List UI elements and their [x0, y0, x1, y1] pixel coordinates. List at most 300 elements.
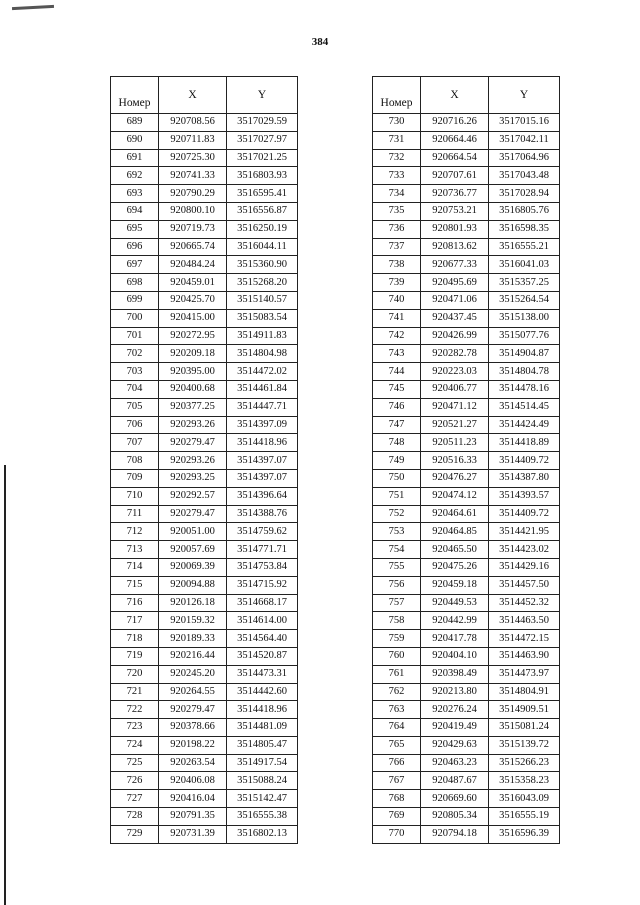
- table-row: [373, 594, 560, 612]
- table-row: [373, 167, 560, 185]
- point-number-cell: 699: [111, 291, 159, 309]
- x-coordinate-cell: 920069.39: [159, 558, 227, 576]
- table-row: [111, 149, 298, 167]
- y-coordinate-cell: 3516802.13: [227, 825, 298, 843]
- x-coordinate-cell: 920707.61: [421, 167, 489, 185]
- y-coordinate-cell: 3514473.31: [227, 665, 298, 683]
- y-coordinate-cell: 3514909.51: [489, 701, 560, 719]
- y-coordinate-cell: 3514424.49: [489, 416, 560, 434]
- point-number-cell: 704: [111, 380, 159, 398]
- page-number: 384: [311, 36, 329, 48]
- x-coordinate-cell: 920813.62: [421, 238, 489, 256]
- point-number-cell: 731: [373, 131, 421, 149]
- table-row: [111, 256, 298, 274]
- y-coordinate-cell: 3514463.50: [489, 612, 560, 630]
- table-row: [111, 576, 298, 594]
- x-coordinate-cell: 920449.53: [421, 594, 489, 612]
- x-coordinate-cell: 920293.26: [159, 416, 227, 434]
- point-number-cell: 757: [373, 594, 421, 612]
- point-number-cell: 740: [373, 291, 421, 309]
- point-number-cell: 715: [111, 576, 159, 594]
- x-coordinate-cell: 920664.54: [421, 149, 489, 167]
- point-number-cell: 702: [111, 345, 159, 363]
- x-coordinate-cell: 920051.00: [159, 523, 227, 541]
- point-number-cell: 741: [373, 309, 421, 327]
- table-row: [111, 612, 298, 630]
- table-row: [373, 274, 560, 292]
- x-coordinate-cell: 920484.24: [159, 256, 227, 274]
- point-number-cell: 751: [373, 487, 421, 505]
- x-coordinate-cell: 920464.85: [421, 523, 489, 541]
- x-coordinate-cell: 920790.29: [159, 185, 227, 203]
- table-row: [373, 541, 560, 559]
- table-row: [373, 665, 560, 683]
- point-number-cell: 690: [111, 131, 159, 149]
- y-coordinate-cell: 3517027.97: [227, 131, 298, 149]
- table-row: [111, 131, 298, 149]
- point-number-cell: 694: [111, 202, 159, 220]
- x-coordinate-cell: 920677.33: [421, 256, 489, 274]
- point-number-cell: 768: [373, 790, 421, 808]
- point-number-cell: 765: [373, 736, 421, 754]
- y-coordinate-cell: 3517043.48: [489, 167, 560, 185]
- table-row: [111, 238, 298, 256]
- x-coordinate-cell: 920708.56: [159, 114, 227, 132]
- table-row: [111, 736, 298, 754]
- x-coordinate-cell: 920094.88: [159, 576, 227, 594]
- point-number-cell: 753: [373, 523, 421, 541]
- scan-margin-bar: [4, 465, 6, 905]
- y-coordinate-cell: 3515083.54: [227, 309, 298, 327]
- x-coordinate-cell: 920459.01: [159, 274, 227, 292]
- table-row: [373, 630, 560, 648]
- y-coordinate-cell: 3514753.84: [227, 558, 298, 576]
- y-coordinate-cell: 3514388.76: [227, 505, 298, 523]
- x-coordinate-cell: 920471.12: [421, 398, 489, 416]
- y-coordinate-cell: 3517021.25: [227, 149, 298, 167]
- table-row: [373, 719, 560, 737]
- table-row: [111, 683, 298, 701]
- y-coordinate-cell: 3514514.45: [489, 398, 560, 416]
- point-number-cell: 770: [373, 825, 421, 843]
- x-coordinate-cell: 920276.24: [421, 701, 489, 719]
- table-row: [111, 790, 298, 808]
- table-row: [111, 434, 298, 452]
- y-coordinate-cell: 3514614.00: [227, 612, 298, 630]
- y-coordinate-cell: 3514418.89: [489, 434, 560, 452]
- x-coordinate-cell: 920716.26: [421, 114, 489, 132]
- point-number-cell: 769: [373, 808, 421, 826]
- y-coordinate-cell: 3514418.96: [227, 701, 298, 719]
- point-number-cell: 752: [373, 505, 421, 523]
- x-coordinate-cell: 920292.57: [159, 487, 227, 505]
- table-header-row: [373, 77, 560, 114]
- x-coordinate-cell: 920417.78: [421, 630, 489, 648]
- y-coordinate-cell: 3515088.24: [227, 772, 298, 790]
- y-coordinate-cell: 3514393.57: [489, 487, 560, 505]
- table-row: [111, 665, 298, 683]
- point-number-cell: 725: [111, 754, 159, 772]
- y-coordinate-cell: 3515264.54: [489, 291, 560, 309]
- y-coordinate-cell: 3514668.17: [227, 594, 298, 612]
- y-coordinate-cell: 3514911.83: [227, 327, 298, 345]
- x-coordinate-cell: 920223.03: [421, 363, 489, 381]
- point-number-cell: 730: [373, 114, 421, 132]
- table-row: [373, 452, 560, 470]
- x-coordinate-cell: 920279.47: [159, 434, 227, 452]
- y-coordinate-cell: 3515266.23: [489, 754, 560, 772]
- y-coordinate-cell: 3514423.02: [489, 541, 560, 559]
- table-row: [373, 416, 560, 434]
- table-row: [373, 612, 560, 630]
- table-row: [373, 309, 560, 327]
- table-row: [111, 558, 298, 576]
- y-coordinate-cell: 3514520.87: [227, 647, 298, 665]
- x-coordinate-cell: 920664.46: [421, 131, 489, 149]
- y-coordinate-cell: 3516041.03: [489, 256, 560, 274]
- point-number-cell: 743: [373, 345, 421, 363]
- x-coordinate-cell: 920416.04: [159, 790, 227, 808]
- table-row: [111, 291, 298, 309]
- x-coordinate-cell: 920377.25: [159, 398, 227, 416]
- point-number-cell: 726: [111, 772, 159, 790]
- table-row: [373, 558, 560, 576]
- table-row: [373, 202, 560, 220]
- y-coordinate-cell: 3516555.38: [227, 808, 298, 826]
- x-coordinate-cell: 920731.39: [159, 825, 227, 843]
- table-header-row: [111, 77, 298, 114]
- y-coordinate-cell: 3514397.09: [227, 416, 298, 434]
- x-coordinate-cell: 920159.32: [159, 612, 227, 630]
- table-row: [373, 825, 560, 843]
- y-coordinate-cell: 3514397.07: [227, 452, 298, 470]
- y-coordinate-cell: 3516044.11: [227, 238, 298, 256]
- y-coordinate-cell: 3514804.91: [489, 683, 560, 701]
- x-coordinate-cell: 920400.68: [159, 380, 227, 398]
- x-coordinate-cell: 920516.33: [421, 452, 489, 470]
- column-header-x: X: [159, 77, 227, 114]
- point-number-cell: 736: [373, 220, 421, 238]
- x-coordinate-cell: 920476.27: [421, 469, 489, 487]
- point-number-cell: 735: [373, 202, 421, 220]
- table-row: [373, 380, 560, 398]
- x-coordinate-cell: 920487.67: [421, 772, 489, 790]
- table-row: [373, 345, 560, 363]
- x-coordinate-cell: 920213.80: [421, 683, 489, 701]
- y-coordinate-cell: 3515139.72: [489, 736, 560, 754]
- table-row: [373, 790, 560, 808]
- y-coordinate-cell: 3515360.90: [227, 256, 298, 274]
- column-header-y: Y: [489, 77, 560, 114]
- table-row: [111, 469, 298, 487]
- table-row: [373, 754, 560, 772]
- x-coordinate-cell: 920669.60: [421, 790, 489, 808]
- table-row: [111, 185, 298, 203]
- x-coordinate-cell: 920282.78: [421, 345, 489, 363]
- y-coordinate-cell: 3517028.94: [489, 185, 560, 203]
- table-row: [111, 202, 298, 220]
- x-coordinate-cell: 920419.49: [421, 719, 489, 737]
- y-coordinate-cell: 3517015.16: [489, 114, 560, 132]
- point-number-cell: 695: [111, 220, 159, 238]
- y-coordinate-cell: 3514421.95: [489, 523, 560, 541]
- y-coordinate-cell: 3514457.50: [489, 576, 560, 594]
- x-coordinate-cell: 920665.74: [159, 238, 227, 256]
- column-header-number: Номер: [111, 77, 159, 114]
- table-row: [373, 505, 560, 523]
- point-number-cell: 711: [111, 505, 159, 523]
- y-coordinate-cell: 3514409.72: [489, 452, 560, 470]
- x-coordinate-cell: 920216.44: [159, 647, 227, 665]
- table-row: [111, 754, 298, 772]
- x-coordinate-cell: 920245.20: [159, 665, 227, 683]
- y-coordinate-cell: 3515268.20: [227, 274, 298, 292]
- x-coordinate-cell: 920475.26: [421, 558, 489, 576]
- y-coordinate-cell: 3514715.92: [227, 576, 298, 594]
- y-coordinate-cell: 3516595.41: [227, 185, 298, 203]
- x-coordinate-cell: 920426.99: [421, 327, 489, 345]
- table-row: [373, 576, 560, 594]
- y-coordinate-cell: 3514804.78: [489, 363, 560, 381]
- x-coordinate-cell: 920263.54: [159, 754, 227, 772]
- x-coordinate-cell: 920404.10: [421, 647, 489, 665]
- x-coordinate-cell: 920511.23: [421, 434, 489, 452]
- point-number-cell: 761: [373, 665, 421, 683]
- table-row: [111, 630, 298, 648]
- y-coordinate-cell: 3515142.47: [227, 790, 298, 808]
- y-coordinate-cell: 3514472.02: [227, 363, 298, 381]
- table-row: [111, 327, 298, 345]
- y-coordinate-cell: 3514805.47: [227, 736, 298, 754]
- point-number-cell: 728: [111, 808, 159, 826]
- x-coordinate-cell: 920398.49: [421, 665, 489, 683]
- x-coordinate-cell: 920719.73: [159, 220, 227, 238]
- point-number-cell: 709: [111, 469, 159, 487]
- x-coordinate-cell: 920741.33: [159, 167, 227, 185]
- column-header-x: X: [421, 77, 489, 114]
- y-coordinate-cell: 3514473.97: [489, 665, 560, 683]
- scan-artifact: [12, 5, 54, 10]
- point-number-cell: 760: [373, 647, 421, 665]
- table-row: [111, 487, 298, 505]
- x-coordinate-cell: 920805.34: [421, 808, 489, 826]
- table-row: [111, 647, 298, 665]
- y-coordinate-cell: 3514429.16: [489, 558, 560, 576]
- table-row: [373, 114, 560, 132]
- point-number-cell: 700: [111, 309, 159, 327]
- table-row: [111, 505, 298, 523]
- x-coordinate-cell: 920209.18: [159, 345, 227, 363]
- y-coordinate-cell: 3514418.96: [227, 434, 298, 452]
- x-coordinate-cell: 920406.08: [159, 772, 227, 790]
- point-number-cell: 739: [373, 274, 421, 292]
- point-number-cell: 721: [111, 683, 159, 701]
- point-number-cell: 738: [373, 256, 421, 274]
- point-number-cell: 750: [373, 469, 421, 487]
- point-number-cell: 707: [111, 434, 159, 452]
- x-coordinate-cell: 920415.00: [159, 309, 227, 327]
- point-number-cell: 755: [373, 558, 421, 576]
- table-row: [111, 416, 298, 434]
- point-number-cell: 720: [111, 665, 159, 683]
- y-coordinate-cell: 3515357.25: [489, 274, 560, 292]
- point-number-cell: 745: [373, 380, 421, 398]
- table-row: [373, 701, 560, 719]
- point-number-cell: 758: [373, 612, 421, 630]
- table-row: [373, 131, 560, 149]
- point-number-cell: 692: [111, 167, 159, 185]
- x-coordinate-cell: 920429.63: [421, 736, 489, 754]
- point-number-cell: 710: [111, 487, 159, 505]
- y-coordinate-cell: 3514804.98: [227, 345, 298, 363]
- x-coordinate-cell: 920189.33: [159, 630, 227, 648]
- y-coordinate-cell: 3514387.80: [489, 469, 560, 487]
- x-coordinate-cell: 920474.12: [421, 487, 489, 505]
- point-number-cell: 691: [111, 149, 159, 167]
- point-number-cell: 716: [111, 594, 159, 612]
- y-coordinate-cell: 3514481.09: [227, 719, 298, 737]
- x-coordinate-cell: 920725.30: [159, 149, 227, 167]
- x-coordinate-cell: 920279.47: [159, 701, 227, 719]
- point-number-cell: 748: [373, 434, 421, 452]
- x-coordinate-cell: 920794.18: [421, 825, 489, 843]
- table-row: [373, 523, 560, 541]
- x-coordinate-cell: 920406.77: [421, 380, 489, 398]
- table-row: [373, 291, 560, 309]
- y-coordinate-cell: 3514397.07: [227, 469, 298, 487]
- table-row: [111, 594, 298, 612]
- point-number-cell: 747: [373, 416, 421, 434]
- y-coordinate-cell: 3514904.87: [489, 345, 560, 363]
- point-number-cell: 729: [111, 825, 159, 843]
- point-number-cell: 764: [373, 719, 421, 737]
- table-row: [111, 452, 298, 470]
- x-coordinate-cell: 920437.45: [421, 309, 489, 327]
- table-row: [373, 220, 560, 238]
- y-coordinate-cell: 3515077.76: [489, 327, 560, 345]
- y-coordinate-cell: 3516043.09: [489, 790, 560, 808]
- y-coordinate-cell: 3514771.71: [227, 541, 298, 559]
- table-row: [373, 772, 560, 790]
- table-row: [111, 167, 298, 185]
- point-number-cell: 712: [111, 523, 159, 541]
- table-row: [373, 647, 560, 665]
- point-number-cell: 754: [373, 541, 421, 559]
- x-coordinate-cell: 920463.23: [421, 754, 489, 772]
- point-number-cell: 718: [111, 630, 159, 648]
- point-number-cell: 737: [373, 238, 421, 256]
- y-coordinate-cell: 3515140.57: [227, 291, 298, 309]
- y-coordinate-cell: 3516555.19: [489, 808, 560, 826]
- point-number-cell: 767: [373, 772, 421, 790]
- table-row: [111, 772, 298, 790]
- table-row: [111, 808, 298, 826]
- point-number-cell: 766: [373, 754, 421, 772]
- table-row: [111, 345, 298, 363]
- x-coordinate-cell: 920264.55: [159, 683, 227, 701]
- y-coordinate-cell: 3514478.16: [489, 380, 560, 398]
- point-number-cell: 746: [373, 398, 421, 416]
- table-row: [111, 114, 298, 132]
- point-number-cell: 705: [111, 398, 159, 416]
- table-row: [111, 523, 298, 541]
- x-coordinate-cell: 920521.27: [421, 416, 489, 434]
- point-number-cell: 732: [373, 149, 421, 167]
- point-number-cell: 734: [373, 185, 421, 203]
- point-number-cell: 689: [111, 114, 159, 132]
- point-number-cell: 703: [111, 363, 159, 381]
- point-number-cell: 717: [111, 612, 159, 630]
- point-number-cell: 697: [111, 256, 159, 274]
- column-header-number: Номер: [373, 77, 421, 114]
- x-coordinate-cell: 920801.93: [421, 220, 489, 238]
- table-row: [111, 363, 298, 381]
- table-row: [111, 825, 298, 843]
- y-coordinate-cell: 3517029.59: [227, 114, 298, 132]
- table-row: [373, 487, 560, 505]
- table-row: [111, 380, 298, 398]
- x-coordinate-cell: 920471.06: [421, 291, 489, 309]
- point-number-cell: 759: [373, 630, 421, 648]
- y-coordinate-cell: 3514472.15: [489, 630, 560, 648]
- y-coordinate-cell: 3515081.24: [489, 719, 560, 737]
- coordinates-table-left: [110, 76, 298, 844]
- x-coordinate-cell: 920736.77: [421, 185, 489, 203]
- y-coordinate-cell: 3514396.64: [227, 487, 298, 505]
- point-number-cell: 742: [373, 327, 421, 345]
- point-number-cell: 756: [373, 576, 421, 594]
- point-number-cell: 749: [373, 452, 421, 470]
- y-coordinate-cell: 3516555.21: [489, 238, 560, 256]
- point-number-cell: 727: [111, 790, 159, 808]
- x-coordinate-cell: 920459.18: [421, 576, 489, 594]
- point-number-cell: 701: [111, 327, 159, 345]
- y-coordinate-cell: 3515138.00: [489, 309, 560, 327]
- table-row: [373, 434, 560, 452]
- x-coordinate-cell: 920293.26: [159, 452, 227, 470]
- x-coordinate-cell: 920198.22: [159, 736, 227, 754]
- x-coordinate-cell: 920279.47: [159, 505, 227, 523]
- point-number-cell: 714: [111, 558, 159, 576]
- y-coordinate-cell: 3514452.32: [489, 594, 560, 612]
- x-coordinate-cell: 920800.10: [159, 202, 227, 220]
- column-header-y: Y: [227, 77, 298, 114]
- table-row: [373, 469, 560, 487]
- x-coordinate-cell: 920791.35: [159, 808, 227, 826]
- table-row: [373, 327, 560, 345]
- point-number-cell: 708: [111, 452, 159, 470]
- x-coordinate-cell: 920711.83: [159, 131, 227, 149]
- y-coordinate-cell: 3515358.23: [489, 772, 560, 790]
- y-coordinate-cell: 3514442.60: [227, 683, 298, 701]
- point-number-cell: 744: [373, 363, 421, 381]
- point-number-cell: 724: [111, 736, 159, 754]
- y-coordinate-cell: 3516598.35: [489, 220, 560, 238]
- y-coordinate-cell: 3517064.96: [489, 149, 560, 167]
- y-coordinate-cell: 3514409.72: [489, 505, 560, 523]
- point-number-cell: 698: [111, 274, 159, 292]
- coordinates-table-right: [372, 76, 560, 844]
- table-row: [111, 398, 298, 416]
- y-coordinate-cell: 3517042.11: [489, 131, 560, 149]
- y-coordinate-cell: 3516805.76: [489, 202, 560, 220]
- x-coordinate-cell: 920378.66: [159, 719, 227, 737]
- x-coordinate-cell: 920495.69: [421, 274, 489, 292]
- table-row: [373, 683, 560, 701]
- table-row: [111, 701, 298, 719]
- y-coordinate-cell: 3516803.93: [227, 167, 298, 185]
- table-row: [111, 309, 298, 327]
